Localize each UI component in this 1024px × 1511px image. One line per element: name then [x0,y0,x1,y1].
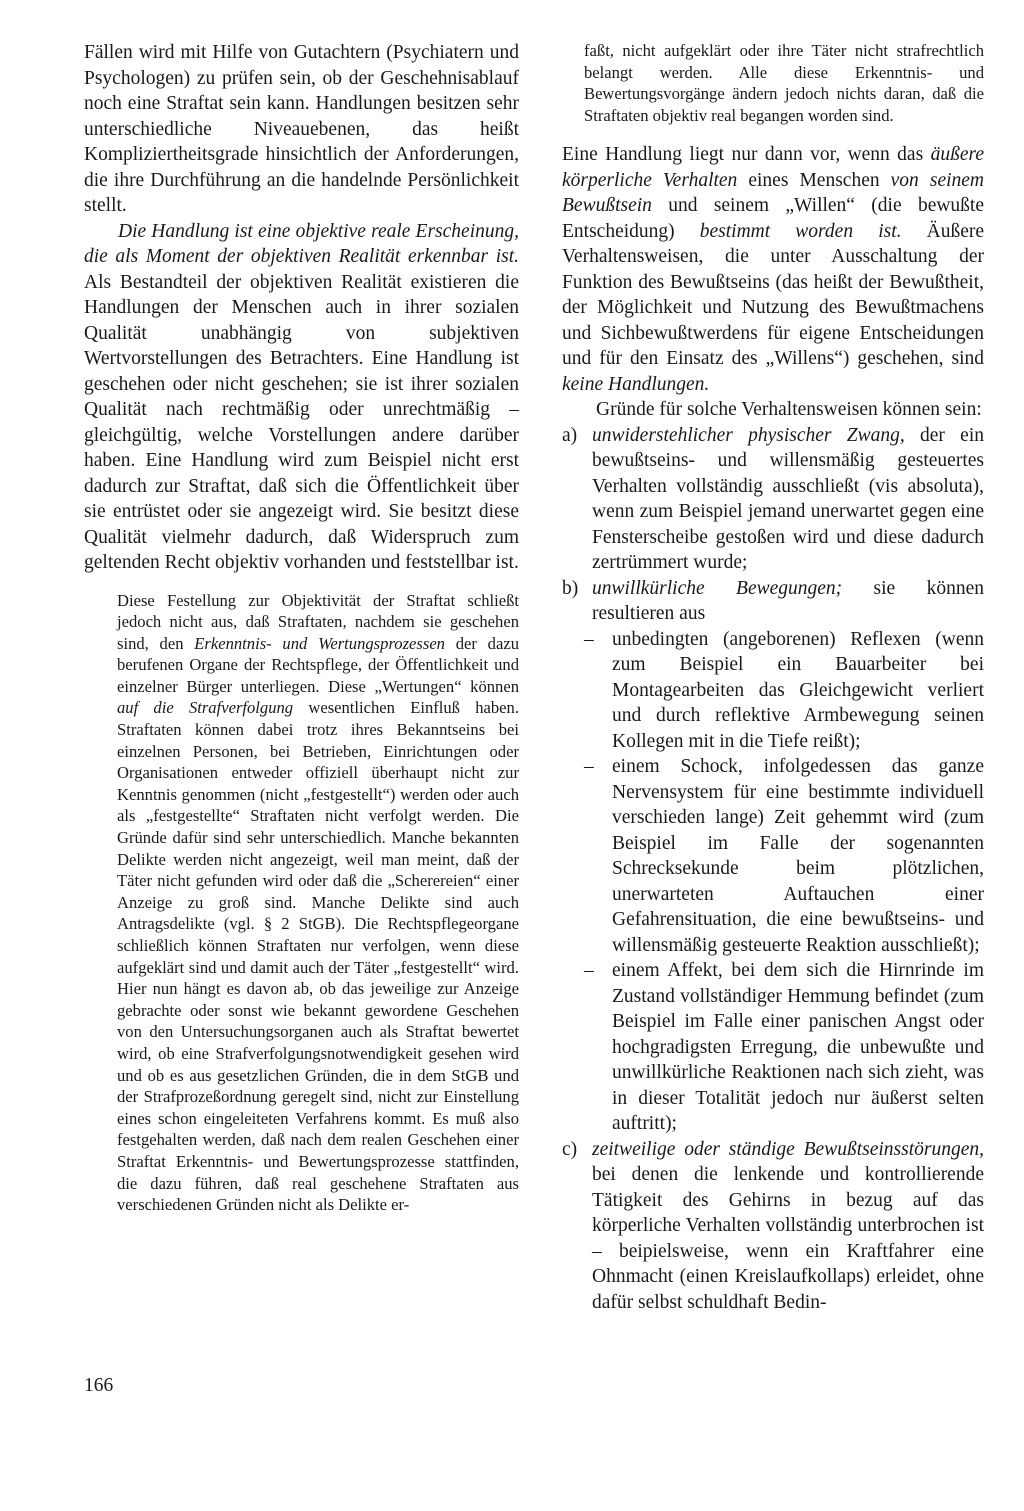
list-marker: b) [562,577,579,599]
list-text: einem Schock, infolgedessen das ganze Nervensystem für eine bestimmte individuell verschieden lange) Zeit gehemmt wird (zum Beispiel im Falle der sogenannten Schrecksekunde beim plötzlichen, unerwarteten Auftauchen einer Gefahrensituation, die eine bewußtseins- und willensmäßig gesteuerte Reaktion ausschließt); [612,756,984,956]
paragraph-text: Eine Handlung liegt nur dann vor, wenn das [562,144,931,166]
dash-marker: – [584,960,594,982]
list-item-c [562,1137,984,1316]
paragraph-text: Äußere Verhaltensweisen, die unter Ausschaltung der Funktion des Bewußtseins (das heißt der Bewußtheit, der Möglichkeit und Nutzung des Bewußtmachens und Sichbewußtwerdens für eigene Entscheidungen und für den Einsatz des „Willens“) geschehen, sind [562,220,985,370]
list-item-b [562,576,984,627]
note-text: wesentlichen Einfluß haben. Straftaten können dabei trotz ihres Bekanntseins bei einzelnen Personen, bei Betrieben, Einrichtungen oder Organisationen entweder offiziell überhaupt nicht zur Kenntnis genommen (nicht „festgestellt“) werden oder auch als „festgestellte“ Straftaten nicht verfolgt werden. Die Gründe dafür sind sehr unterschiedlich. Manche bekannten Delikte werden nicht angezeigt, weil man meint, daß der Täter nicht gefunden wird oder daß die „Scherereien“ einer Anzeige zu groß sind. Manche Delikte sind auch Antragsdelikte (vgl. § 2 StGB). Die Rechtspflegeorgane schließlich können Straftaten nur verfolgen, wenn diese aufgeklärt sind und damit auch der Täter „festgestellt“ wird. Hier nun hängt es davon ab, ob das jeweilige zur Anzeige gebrachte oder sonst wie bekannt gewordene Geschehen von den Untersuchungsorganen auch als Straftat bewertet wird, ob eine Strafverfolgungsnotwendigkeit gesehen wird und ob es aus gesetzlichen Gründen, die in dem StGB und der Strafprozeßordnung geregelt sind, nicht zur Einstellung eines schon eingeleiteten Verfahrens kommt. Es muß also festgehalten werden, daß nach dem realen Geschehen einer Straftat Erkenntnis- und Bewertungsprozesse stattfinden, die dazu führen, daß real geschehene Straftaten aus verschiedenen Gründen nicht als Delikte er- [117,698,519,1215]
paragraph-text: und seinem „Willen“ (die bewußte Entscheidung) [562,195,984,242]
emphasis-text: zeitweilige oder ständige Bewußtseinsstörungen, [592,1138,984,1160]
emphasis-text: auf die Strafverfolgung [117,698,294,718]
emphasis-text: Die Handlung ist eine objektive reale Erscheinung, die als Moment der objektiven Realität erkennbar ist. [84,220,519,267]
paragraph [84,219,519,576]
emphasis-text: keine Handlungen. [562,373,710,395]
paragraph: Gründe für solche Verhaltensweisen können sein: [596,399,982,421]
list-item-a [562,423,984,576]
dash-marker: – [584,628,594,650]
list-text: bei denen die lenkende und kontrollierende Tätigkeit des Gehirns in bezug auf das körperliche Verhalten vollständig unterbrochen ist – beipielsweise, wenn ein Kraftfahrer eine Ohnmacht (einen Kreislaufkollaps) erleidet, ohne dafür selbst schuldhaft Bedin- [592,1164,984,1313]
paragraph-text: Als Bestandteil der objektiven Realität existieren die Handlungen der Menschen auch in ihrer sozialen Qualität unabhängig von subjektiven Wertvorstellungen des Betrachters. Eine Handlung ist geschehen oder nicht geschehen; sie ist ihrer sozialen Qualität nach rechtmäßig oder unrechtmäßig – gleichgültig, welche Vorstellungen andere darüber haben. Eine Handlung wird zum Beispiel nicht erst dadurch zur Straftat, daß sich die Öffentlichkeit über sie entrüstet oder sie angezeigt wird. Sie besitzt diese Qualität vielmehr dadurch, daß Widerspruch zum geltenden Recht objektiv vorhanden und feststellbar ist. [84,271,519,573]
left-column [84,40,519,1216]
small-print-note [84,590,519,1216]
dash-marker: – [584,756,594,778]
emphasis-text: äußere körperliche Verhalten [562,144,984,191]
list-marker: c) [562,1138,578,1160]
list-text: sie können resultieren aus [592,577,984,625]
list-marker: a) [562,424,578,446]
emphasis-text: bestimmt worden ist. [699,220,902,242]
list-text: unbedingten (angeborenen) Reflexen (wenn zum Beispiel ein Bauarbeiter bei Montagearbeiten das Gleichgewicht verliert und durch reflektive Armbewegung seinen Kollegen mit in die Tiefe reißt); [612,628,984,752]
right-column [562,40,984,1315]
sub-list-item [562,627,984,755]
emphasis-text: unwiderstehlicher physischer Zwang, [592,424,905,446]
page-number: 166 [84,1375,114,1396]
paragraph-text: eines Menschen [737,169,891,191]
sub-list-item [562,958,984,1137]
list-text: einem Affekt, bei dem sich die Hirnrinde im Zustand vollständiger Hemmung befindet (zum Beispiel im Falle einer panischen Angst oder hochgradigsten Erregung, die unbewußte und unwillkürliche Reaktionen nach sich zieht, was in dieser Totalität jedoch nur äußerst selten auftritt); [612,960,984,1135]
sub-list-item [562,754,984,958]
paragraph: Fällen wird mit Hilfe von Gutachtern (Psychiatern und Psychologen) zu prüfen sein, ob der Geschehnisablauf noch eine Straftat sein kann. Handlungen besitzen sehr unterschiedliche Niveauebenen, das heißt Kompliziertheitsgrade hinsichtlich der Anforderungen, die ihre Durchführung an die handelnde Persönlichkeit stellt. [84,42,519,216]
list-text: der ein bewußtseins- und willensmäßig gesteuertes Verhalten vollständig ausschließt (vis absoluta), wenn zum Beispiel jemand unerwartet gegen eine Fensterscheibe gestoßen wird und diese dadurch zertrümmert wurde; [592,424,984,574]
small-print-note-continued: faßt, nicht aufgeklärt oder ihre Täter nicht strafrechtlich belangt werden. Alle diese Erkenntnis- und Bewertungsvorgänge ändern jedoch nichts daran, daß die Straftaten objektiv real begangen worden sind. [584,41,984,125]
paragraph [562,142,984,397]
emphasis-text: Erkenntnis- und Wertungsprozessen [194,633,445,653]
note-text: Diese Festellung zur Objektivität der Straftat schließt jedoch nicht aus, daß Straftaten, nachdem sie geschehen sind, den [117,590,519,653]
note-text: der dazu berufenen Organe der Rechtspflege, der Öffentlichkeit und einzelner Bürger unterliegen. Diese „Wertungen“ können [117,633,519,696]
emphasis-text: von seinem Bewußtsein [562,169,985,217]
emphasis-text: unwillkürliche Bewegungen; [592,577,843,599]
